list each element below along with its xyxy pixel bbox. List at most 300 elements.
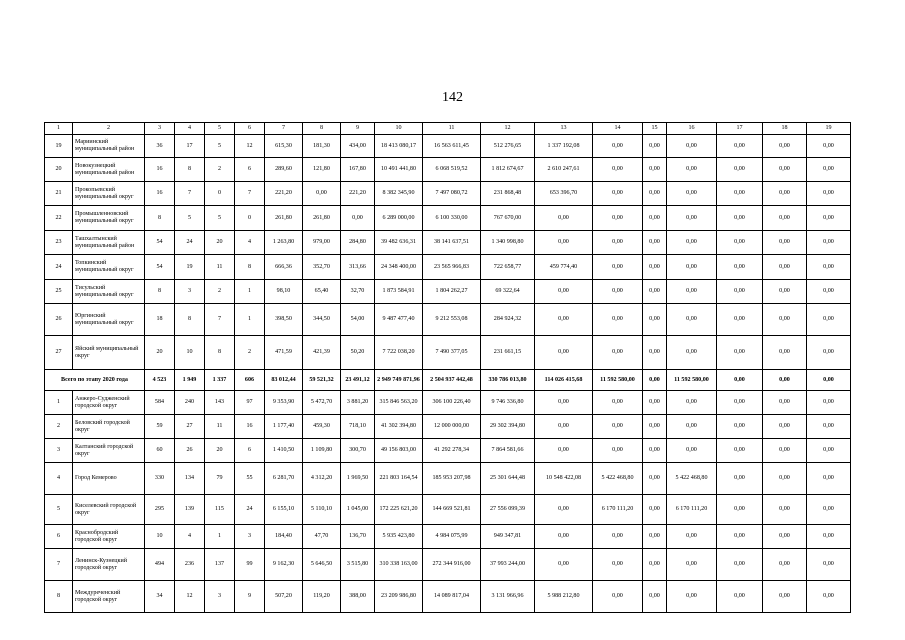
value-cell: 1 045,00 bbox=[341, 495, 375, 525]
value-cell: 6 170 111,20 bbox=[667, 495, 717, 525]
value-cell: 0,00 bbox=[717, 525, 763, 549]
row-number-cell: 6 bbox=[45, 525, 73, 549]
value-cell: 1 bbox=[235, 280, 265, 304]
municipality-name-cell: Междуреченский городской округ bbox=[73, 581, 145, 613]
value-cell: 300,70 bbox=[341, 439, 375, 463]
total-value-cell: 11 592 580,00 bbox=[667, 370, 717, 391]
value-cell: 0,00 bbox=[807, 158, 851, 182]
value-cell: 615,30 bbox=[265, 135, 303, 158]
value-cell: 0,00 bbox=[763, 581, 807, 613]
municipality-name-cell: Топкинский муниципальный округ bbox=[73, 255, 145, 280]
column-number-cell: 4 bbox=[175, 123, 205, 135]
table-row bbox=[45, 391, 851, 415]
value-cell: 0,00 bbox=[593, 525, 643, 549]
value-cell: 0,00 bbox=[717, 182, 763, 206]
value-cell: 20 bbox=[145, 336, 175, 370]
value-cell: 0,00 bbox=[717, 135, 763, 158]
total-value-cell: 0,00 bbox=[763, 370, 807, 391]
value-cell: 0,00 bbox=[763, 439, 807, 463]
value-cell: 5 bbox=[205, 206, 235, 231]
value-cell: 97 bbox=[235, 391, 265, 415]
value-cell: 0,00 bbox=[667, 255, 717, 280]
value-cell: 0,00 bbox=[807, 463, 851, 495]
value-cell: 0,00 bbox=[643, 304, 667, 336]
value-cell: 0,00 bbox=[807, 549, 851, 581]
value-cell: 16 563 611,45 bbox=[423, 135, 481, 158]
value-cell: 240 bbox=[175, 391, 205, 415]
value-cell: 0,00 bbox=[643, 255, 667, 280]
municipality-name-cell: Прокопьевский муниципальный округ bbox=[73, 182, 145, 206]
value-cell: 0,00 bbox=[593, 304, 643, 336]
value-cell: 0,00 bbox=[643, 391, 667, 415]
value-cell: 0,00 bbox=[593, 549, 643, 581]
value-cell: 0,00 bbox=[593, 182, 643, 206]
value-cell: 0,00 bbox=[593, 206, 643, 231]
municipality-name-cell: Анжеро-Судженский городской округ bbox=[73, 391, 145, 415]
value-cell: 25 301 644,48 bbox=[481, 463, 535, 495]
value-cell: 9 bbox=[235, 581, 265, 613]
value-cell: 0,00 bbox=[717, 495, 763, 525]
value-cell: 388,00 bbox=[341, 581, 375, 613]
value-cell: 2 610 247,61 bbox=[535, 158, 593, 182]
value-cell: 0,00 bbox=[667, 304, 717, 336]
value-cell: 7 864 581,66 bbox=[481, 439, 535, 463]
value-cell: 7 497 080,72 bbox=[423, 182, 481, 206]
value-cell: 8 bbox=[205, 336, 235, 370]
row-number-cell: 23 bbox=[45, 231, 73, 255]
value-cell: 0,00 bbox=[807, 182, 851, 206]
municipality-name-cell: Ташхалтынский муниципальный район bbox=[73, 231, 145, 255]
value-cell: 0,00 bbox=[807, 525, 851, 549]
value-cell: 0,00 bbox=[535, 415, 593, 439]
value-cell: 512 276,65 bbox=[481, 135, 535, 158]
column-number-cell: 7 bbox=[265, 123, 303, 135]
value-cell: 9 353,90 bbox=[265, 391, 303, 415]
value-cell: 115 bbox=[205, 495, 235, 525]
value-cell: 0,00 bbox=[807, 255, 851, 280]
municipality-name-cell: Тисульский муниципальный округ bbox=[73, 280, 145, 304]
value-cell: 27 556 099,39 bbox=[481, 495, 535, 525]
value-cell: 0,00 bbox=[593, 280, 643, 304]
total-value-cell: 1 949 bbox=[175, 370, 205, 391]
value-cell: 0,00 bbox=[593, 415, 643, 439]
column-number-cell: 18 bbox=[763, 123, 807, 135]
value-cell: 0,00 bbox=[593, 255, 643, 280]
value-cell: 0,00 bbox=[535, 391, 593, 415]
value-cell: 0,00 bbox=[717, 304, 763, 336]
value-cell: 54 bbox=[145, 231, 175, 255]
value-cell: 121,80 bbox=[303, 158, 341, 182]
value-cell: 0,00 bbox=[807, 439, 851, 463]
value-cell: 0,00 bbox=[667, 391, 717, 415]
value-cell: 1 340 998,80 bbox=[481, 231, 535, 255]
value-cell: 41 292 278,34 bbox=[423, 439, 481, 463]
value-cell: 0,00 bbox=[535, 549, 593, 581]
value-cell: 221 803 164,54 bbox=[375, 463, 423, 495]
table-row bbox=[45, 549, 851, 581]
value-cell: 7 bbox=[205, 304, 235, 336]
column-number-cell: 6 bbox=[235, 123, 265, 135]
value-cell: 0,00 bbox=[643, 206, 667, 231]
value-cell: 0,00 bbox=[643, 549, 667, 581]
value-cell: 0,00 bbox=[763, 206, 807, 231]
value-cell: 0,00 bbox=[303, 182, 341, 206]
column-number-cell: 14 bbox=[593, 123, 643, 135]
value-cell: 18 bbox=[145, 304, 175, 336]
value-cell: 584 bbox=[145, 391, 175, 415]
value-cell: 36 bbox=[145, 135, 175, 158]
column-number-cell: 5 bbox=[205, 123, 235, 135]
value-cell: 24 348 400,00 bbox=[375, 255, 423, 280]
row-number-cell: 22 bbox=[45, 206, 73, 231]
value-cell: 0,00 bbox=[717, 280, 763, 304]
value-cell: 0,00 bbox=[763, 280, 807, 304]
value-cell: 434,00 bbox=[341, 135, 375, 158]
value-cell: 23 565 966,83 bbox=[423, 255, 481, 280]
column-number-cell: 2 bbox=[73, 123, 145, 135]
value-cell: 0,00 bbox=[763, 391, 807, 415]
value-cell: 767 670,00 bbox=[481, 206, 535, 231]
value-cell: 5 bbox=[205, 135, 235, 158]
value-cell: 0,00 bbox=[643, 463, 667, 495]
table-row bbox=[45, 231, 851, 255]
value-cell: 7 bbox=[175, 182, 205, 206]
row-number-cell: 19 bbox=[45, 135, 73, 158]
value-cell: 119,20 bbox=[303, 581, 341, 613]
value-cell: 0,00 bbox=[643, 495, 667, 525]
value-cell: 1 263,80 bbox=[265, 231, 303, 255]
value-cell: 8 bbox=[175, 158, 205, 182]
value-cell: 4 312,20 bbox=[303, 463, 341, 495]
total-value-cell: 1 337 bbox=[205, 370, 235, 391]
value-cell: 330 bbox=[145, 463, 175, 495]
municipality-name-cell: Ленинск-Кузнецкий городской округ bbox=[73, 549, 145, 581]
value-cell: 0,00 bbox=[763, 415, 807, 439]
value-cell: 0 bbox=[235, 206, 265, 231]
municipality-name-cell: Мариинский муниципальный район bbox=[73, 135, 145, 158]
value-cell: 459,30 bbox=[303, 415, 341, 439]
value-cell: 1 804 262,27 bbox=[423, 280, 481, 304]
value-cell: 8 bbox=[145, 206, 175, 231]
row-number-cell: 25 bbox=[45, 280, 73, 304]
value-cell: 0,00 bbox=[763, 255, 807, 280]
value-cell: 0,00 bbox=[643, 525, 667, 549]
value-cell: 0,00 bbox=[535, 304, 593, 336]
value-cell: 0,00 bbox=[807, 135, 851, 158]
value-cell: 6 068 519,52 bbox=[423, 158, 481, 182]
value-cell: 8 382 345,90 bbox=[375, 182, 423, 206]
value-cell: 0,00 bbox=[807, 391, 851, 415]
value-cell: 0,00 bbox=[593, 336, 643, 370]
value-cell: 5 988 212,80 bbox=[535, 581, 593, 613]
value-cell: 2 bbox=[205, 158, 235, 182]
value-cell: 231 661,15 bbox=[481, 336, 535, 370]
value-cell: 344,50 bbox=[303, 304, 341, 336]
value-cell: 99 bbox=[235, 549, 265, 581]
value-cell: 0,00 bbox=[667, 231, 717, 255]
row-number-cell: 1 bbox=[45, 391, 73, 415]
value-cell: 0,00 bbox=[667, 182, 717, 206]
value-cell: 0,00 bbox=[717, 439, 763, 463]
value-cell: 50,20 bbox=[341, 336, 375, 370]
value-cell: 0,00 bbox=[807, 415, 851, 439]
value-cell: 1 109,80 bbox=[303, 439, 341, 463]
column-number-cell: 9 bbox=[341, 123, 375, 135]
table-row bbox=[45, 304, 851, 336]
municipality-name-cell: Новокузнецкий муниципальный район bbox=[73, 158, 145, 182]
table-row bbox=[45, 206, 851, 231]
total-value-cell: 2 949 749 871,96 bbox=[375, 370, 423, 391]
value-cell: 3 bbox=[205, 581, 235, 613]
value-cell: 134 bbox=[175, 463, 205, 495]
municipality-name-cell: Яйский муниципальный округ bbox=[73, 336, 145, 370]
value-cell: 12 bbox=[175, 581, 205, 613]
value-cell: 3 bbox=[175, 280, 205, 304]
value-cell: 172 225 621,20 bbox=[375, 495, 423, 525]
table-row bbox=[45, 280, 851, 304]
column-number-cell: 8 bbox=[303, 123, 341, 135]
value-cell: 0,00 bbox=[763, 182, 807, 206]
column-number-cell: 17 bbox=[717, 123, 763, 135]
value-cell: 0,00 bbox=[717, 391, 763, 415]
total-value-cell: 0,00 bbox=[717, 370, 763, 391]
value-cell: 1 873 584,91 bbox=[375, 280, 423, 304]
value-cell: 289,60 bbox=[265, 158, 303, 182]
value-cell: 5 472,70 bbox=[303, 391, 341, 415]
value-cell: 5 646,50 bbox=[303, 549, 341, 581]
value-cell: 0,00 bbox=[643, 135, 667, 158]
value-cell: 0,00 bbox=[643, 439, 667, 463]
value-cell: 47,70 bbox=[303, 525, 341, 549]
table-row bbox=[45, 158, 851, 182]
value-cell: 1 177,40 bbox=[265, 415, 303, 439]
value-cell: 0,00 bbox=[717, 581, 763, 613]
value-cell: 69 322,64 bbox=[481, 280, 535, 304]
value-cell: 1 bbox=[205, 525, 235, 549]
table-row bbox=[45, 525, 851, 549]
municipality-name-cell: Краснобродский городской округ bbox=[73, 525, 145, 549]
row-number-cell: 8 bbox=[45, 581, 73, 613]
total-value-cell: 59 521,32 bbox=[303, 370, 341, 391]
value-cell: 7 bbox=[235, 182, 265, 206]
value-cell: 10 bbox=[145, 525, 175, 549]
value-cell: 1 337 192,08 bbox=[535, 135, 593, 158]
value-cell: 0,00 bbox=[643, 182, 667, 206]
value-cell: 0,00 bbox=[643, 231, 667, 255]
stage-total-row bbox=[45, 370, 851, 391]
value-cell: 2 bbox=[235, 336, 265, 370]
value-cell: 0,00 bbox=[807, 495, 851, 525]
value-cell: 0,00 bbox=[763, 231, 807, 255]
value-cell: 0,00 bbox=[807, 336, 851, 370]
value-cell: 7 490 377,05 bbox=[423, 336, 481, 370]
total-value-cell: 0,00 bbox=[807, 370, 851, 391]
value-cell: 0,00 bbox=[643, 415, 667, 439]
value-cell: 507,20 bbox=[265, 581, 303, 613]
value-cell: 181,30 bbox=[303, 135, 341, 158]
value-cell: 0,00 bbox=[763, 463, 807, 495]
value-cell: 16 bbox=[145, 182, 175, 206]
value-cell: 306 100 226,40 bbox=[423, 391, 481, 415]
value-cell: 55 bbox=[235, 463, 265, 495]
value-cell: 4 bbox=[235, 231, 265, 255]
column-number-cell: 1 bbox=[45, 123, 73, 135]
value-cell: 10 bbox=[175, 336, 205, 370]
value-cell: 0,00 bbox=[643, 581, 667, 613]
value-cell: 16 bbox=[235, 415, 265, 439]
value-cell: 0,00 bbox=[717, 206, 763, 231]
value-cell: 1 bbox=[235, 304, 265, 336]
value-cell: 8 bbox=[175, 304, 205, 336]
value-cell: 0,00 bbox=[807, 231, 851, 255]
value-cell: 0,00 bbox=[807, 280, 851, 304]
value-cell: 79 bbox=[205, 463, 235, 495]
value-cell: 471,59 bbox=[265, 336, 303, 370]
value-cell: 37 993 244,00 bbox=[481, 549, 535, 581]
column-number-cell: 16 bbox=[667, 123, 717, 135]
value-cell: 0,00 bbox=[667, 206, 717, 231]
value-cell: 5 bbox=[175, 206, 205, 231]
value-cell: 1 969,50 bbox=[341, 463, 375, 495]
row-number-cell: 5 bbox=[45, 495, 73, 525]
value-cell: 0,00 bbox=[667, 549, 717, 581]
value-cell: 0,00 bbox=[763, 549, 807, 581]
value-cell: 49 156 803,00 bbox=[375, 439, 423, 463]
table-row bbox=[45, 255, 851, 280]
value-cell: 0,00 bbox=[643, 158, 667, 182]
value-cell: 0,00 bbox=[717, 158, 763, 182]
value-cell: 494 bbox=[145, 549, 175, 581]
value-cell: 39 482 636,31 bbox=[375, 231, 423, 255]
value-cell: 184,40 bbox=[265, 525, 303, 549]
column-number-row bbox=[45, 123, 851, 135]
value-cell: 261,80 bbox=[265, 206, 303, 231]
value-cell: 9 487 477,40 bbox=[375, 304, 423, 336]
value-cell: 6 bbox=[235, 158, 265, 182]
value-cell: 0,00 bbox=[717, 463, 763, 495]
value-cell: 19 bbox=[175, 255, 205, 280]
table-row bbox=[45, 495, 851, 525]
value-cell: 295 bbox=[145, 495, 175, 525]
value-cell: 6 155,10 bbox=[265, 495, 303, 525]
value-cell: 54 bbox=[145, 255, 175, 280]
value-cell: 0,00 bbox=[763, 336, 807, 370]
total-value-cell: 330 786 013,80 bbox=[481, 370, 535, 391]
value-cell: 24 bbox=[235, 495, 265, 525]
value-cell: 137 bbox=[205, 549, 235, 581]
value-cell: 0,00 bbox=[807, 581, 851, 613]
table-row bbox=[45, 463, 851, 495]
value-cell: 4 bbox=[175, 525, 205, 549]
value-cell: 5 422 468,80 bbox=[667, 463, 717, 495]
value-cell: 27 bbox=[175, 415, 205, 439]
table-row bbox=[45, 415, 851, 439]
total-label-cell: Всего по этапу 2020 года bbox=[45, 370, 145, 391]
value-cell: 666,36 bbox=[265, 255, 303, 280]
total-value-cell: 23 491,12 bbox=[341, 370, 375, 391]
value-cell: 7 722 038,20 bbox=[375, 336, 423, 370]
value-cell: 718,10 bbox=[341, 415, 375, 439]
value-cell: 6 170 111,20 bbox=[593, 495, 643, 525]
table-row bbox=[45, 439, 851, 463]
value-cell: 5 110,10 bbox=[303, 495, 341, 525]
value-cell: 0,00 bbox=[593, 135, 643, 158]
value-cell: 0,00 bbox=[763, 525, 807, 549]
total-value-cell: 11 592 580,00 bbox=[593, 370, 643, 391]
value-cell: 6 281,70 bbox=[265, 463, 303, 495]
value-cell: 9 162,30 bbox=[265, 549, 303, 581]
value-cell: 0,00 bbox=[593, 158, 643, 182]
value-cell: 979,00 bbox=[303, 231, 341, 255]
value-cell: 29 302 394,80 bbox=[481, 415, 535, 439]
total-value-cell: 114 026 415,68 bbox=[535, 370, 593, 391]
value-cell: 0,00 bbox=[717, 415, 763, 439]
value-cell: 315 846 563,20 bbox=[375, 391, 423, 415]
total-value-cell: 83 012,44 bbox=[265, 370, 303, 391]
row-number-cell: 20 bbox=[45, 158, 73, 182]
value-cell: 0,00 bbox=[341, 206, 375, 231]
value-cell: 8 bbox=[235, 255, 265, 280]
value-cell: 2 bbox=[205, 280, 235, 304]
value-cell: 0,00 bbox=[763, 304, 807, 336]
value-cell: 3 131 966,96 bbox=[481, 581, 535, 613]
value-cell: 1 410,50 bbox=[265, 439, 303, 463]
value-cell: 221,20 bbox=[265, 182, 303, 206]
row-number-cell: 24 bbox=[45, 255, 73, 280]
row-number-cell: 7 bbox=[45, 549, 73, 581]
value-cell: 20 bbox=[205, 439, 235, 463]
value-cell: 23 209 986,80 bbox=[375, 581, 423, 613]
column-number-cell: 19 bbox=[807, 123, 851, 135]
value-cell: 0,00 bbox=[535, 206, 593, 231]
municipality-name-cell: Промышленновский муниципальный округ bbox=[73, 206, 145, 231]
municipality-name-cell: Беловский городской округ bbox=[73, 415, 145, 439]
value-cell: 12 000 000,00 bbox=[423, 415, 481, 439]
total-value-cell: 606 bbox=[235, 370, 265, 391]
value-cell: 26 bbox=[175, 439, 205, 463]
value-cell: 34 bbox=[145, 581, 175, 613]
value-cell: 65,40 bbox=[303, 280, 341, 304]
value-cell: 0,00 bbox=[593, 231, 643, 255]
value-cell: 11 bbox=[205, 255, 235, 280]
value-cell: 284,80 bbox=[341, 231, 375, 255]
value-cell: 11 bbox=[205, 415, 235, 439]
value-cell: 0,00 bbox=[643, 336, 667, 370]
municipality-name-cell: Город Кемерово bbox=[73, 463, 145, 495]
row-number-cell: 21 bbox=[45, 182, 73, 206]
column-number-cell: 12 bbox=[481, 123, 535, 135]
value-cell: 0,00 bbox=[667, 280, 717, 304]
value-cell: 20 bbox=[205, 231, 235, 255]
value-cell: 0,00 bbox=[717, 231, 763, 255]
value-cell: 284 924,32 bbox=[481, 304, 535, 336]
value-cell: 949 347,81 bbox=[481, 525, 535, 549]
value-cell: 0,00 bbox=[535, 231, 593, 255]
value-cell: 722 658,77 bbox=[481, 255, 535, 280]
table-row bbox=[45, 182, 851, 206]
total-value-cell: 2 504 937 442,48 bbox=[423, 370, 481, 391]
value-cell: 38 141 637,51 bbox=[423, 231, 481, 255]
column-number-cell: 11 bbox=[423, 123, 481, 135]
value-cell: 3 515,80 bbox=[341, 549, 375, 581]
value-cell: 261,80 bbox=[303, 206, 341, 231]
value-cell: 32,70 bbox=[341, 280, 375, 304]
value-cell: 0,00 bbox=[667, 158, 717, 182]
value-cell: 0,00 bbox=[807, 206, 851, 231]
value-cell: 0,00 bbox=[535, 336, 593, 370]
value-cell: 231 868,48 bbox=[481, 182, 535, 206]
value-cell: 0,00 bbox=[643, 280, 667, 304]
